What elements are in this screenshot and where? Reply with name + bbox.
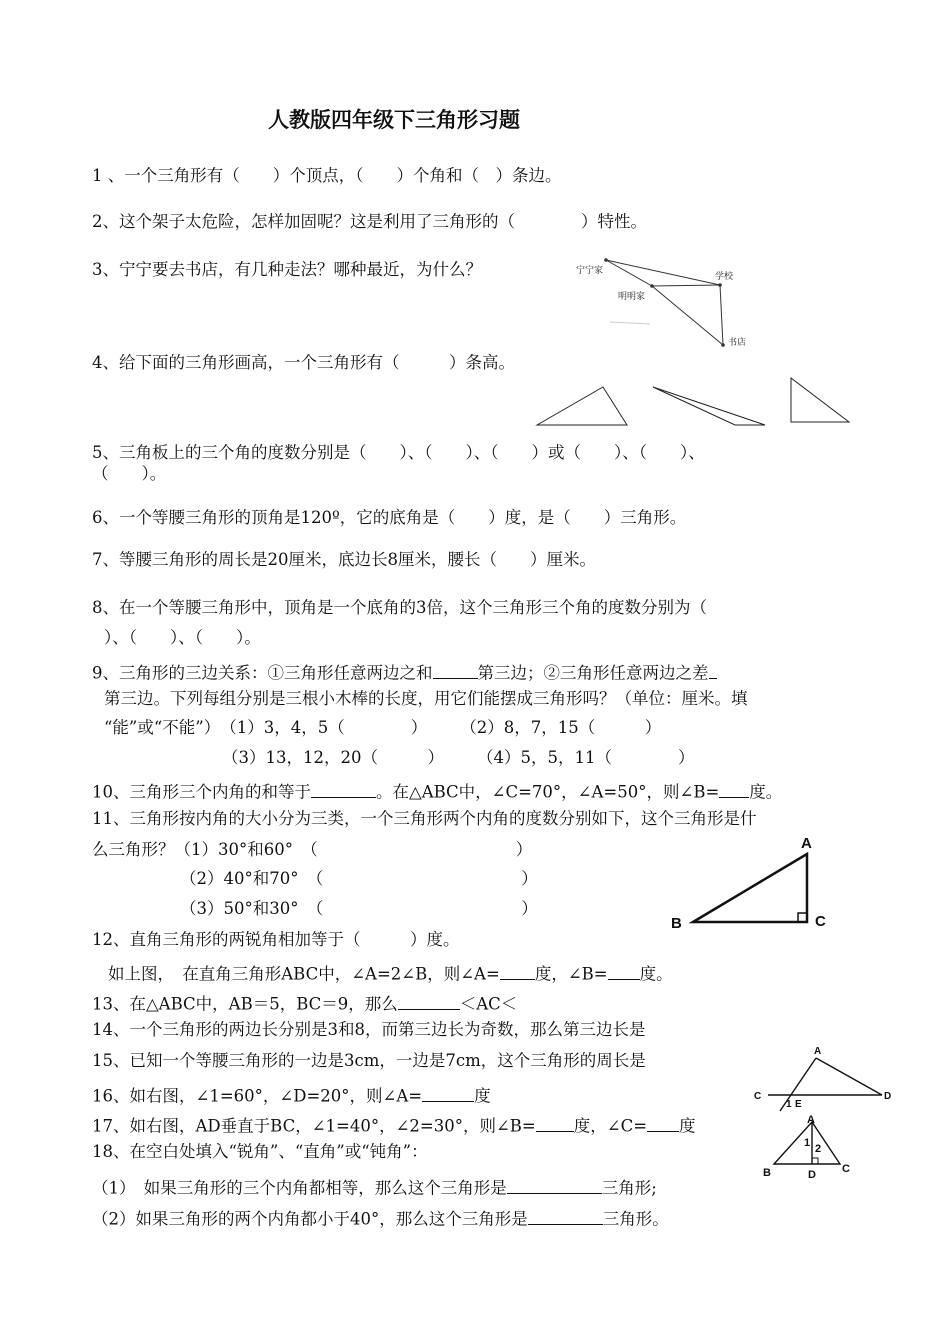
question-18-item-1: （1） 如果三角形的三个内角都相等，那么这个三角形是 三角形; xyxy=(92,1176,657,1197)
question-18: 18、在空白处填入“锐角”、“直角”或“钝角”： xyxy=(92,1142,428,1161)
fig16-label-1: 1 xyxy=(786,1099,792,1110)
question-14: 14、一个三角形的两边长分别是3和8，而第三边长为奇数，那么第三边长是 xyxy=(92,1020,646,1039)
fig16-label-c: C xyxy=(754,1091,762,1102)
fig17-label-d: D xyxy=(808,1169,816,1181)
question-9: 9、三角形的三边关系：①三角形任意两边之和 第三边；②三角形任意两边之差 xyxy=(92,661,717,682)
question-5: 5、三角板上的三个角的度数分别是（ ）、（ ）、（ ）或（ ）、（ ）、 xyxy=(92,443,705,462)
fig16-label-a: A xyxy=(814,1046,822,1057)
route-map-figure xyxy=(570,250,760,355)
figure-question-16 xyxy=(752,1043,897,1113)
question-6: 6、一个等腰三角形的顶角是120º，它的底角是（ ）度，是（ ）三角形。 xyxy=(92,508,687,527)
question-12-continued: 如上图， 在直角三角形ABC中，∠A=2∠B，则∠A= 度，∠B= 度。 xyxy=(108,962,673,983)
map-label-mingming-home: 明明家 xyxy=(618,292,646,302)
fig17-label-c: C xyxy=(842,1163,850,1175)
question-18-item-2: （2）如果三角形的两个内角都小于40°，那么这个三角形是 三角形。 xyxy=(92,1207,669,1228)
map-label-school: 学校 xyxy=(715,272,734,282)
question-10: 10、三角形三个内角的和等于 。在△ABC中，∠C=70°，∠A=50°，则∠B= 度。 xyxy=(92,780,782,801)
question-9-items-1-2: “能”或“不能”） （1）3，4，5（ ） （2）8，7，15（ ） xyxy=(104,718,662,737)
map-label-ningning-home: 宁宁家 xyxy=(576,266,604,276)
question-8: 8、在一个等腰三角形中，顶角是一个底角的3倍，这个三角形三个角的度数分别为（ xyxy=(92,598,707,617)
map-label-bookstore: 书店 xyxy=(728,338,747,348)
page-title: 人教版四年级下三角形习题 xyxy=(268,107,520,132)
fig17-label-2: 2 xyxy=(815,1143,822,1155)
question-4: 4、给下面的三角形画高，一个三角形有（ ）条高。 xyxy=(92,353,515,372)
question-3: 3、宁宁要去书店，有几种走法？哪种最近，为什么？ xyxy=(92,260,482,279)
question-11: 11、三角形按内角的大小分为三类，一个三角形两个内角的度数分别如下，这个三角形是什 xyxy=(92,809,757,828)
question-1: 1 、一个三角形有（ ）个顶点，（ ）个角和（ ）条边。 xyxy=(92,166,562,185)
fig-abc-label-c: C xyxy=(815,913,826,930)
question-15: 15、已知一个等腰三角形的一边是3cm，一边是7cm，这个三角形的周长是 xyxy=(92,1051,646,1070)
question-12: 12、直角三角形的两锐角相加等于（ ）度。 xyxy=(92,930,460,949)
question-9-continued: 第三边。下列每组分别是三根小木棒的长度，用它们能摆成三角形吗？（单位：厘米。填 xyxy=(104,689,748,708)
fig16-label-e: E xyxy=(795,1099,802,1110)
question-7: 7、等腰三角形的周长是20厘米，底边长8厘米，腰长（ ）厘米。 xyxy=(92,550,596,569)
right-triangle-abc-figure xyxy=(665,832,845,932)
fig17-label-b: B xyxy=(763,1167,771,1179)
figure-question-17 xyxy=(760,1112,860,1182)
question-11-item-1: 么三角形？（1）30°和60° （ ） xyxy=(92,840,533,859)
question-16: 16、如右图，∠1=60°，∠D=20°，则∠A= 度 xyxy=(92,1084,491,1105)
question-13: 13、在△ABC中，AB＝5，BC＝9，那么 ＜AC＜ xyxy=(92,992,517,1013)
fig17-label-a: A xyxy=(807,1114,815,1126)
fig16-label-d: D xyxy=(884,1091,892,1102)
fig-abc-label-b: B xyxy=(671,915,682,932)
fig17-label-1: 1 xyxy=(804,1137,811,1149)
question-9-items-3-4: （3）13，12，20（ ） （4）5，5，11（ ） xyxy=(222,748,695,767)
question-11-item-3: （3）50°和30° （ ） xyxy=(180,899,538,918)
question-8-continued: ）、（ ）、（ ）。 xyxy=(104,628,261,647)
question-17: 17、如右图，AD垂直于BC，∠1=40°，∠2=30°，则∠B= 度，∠C= 度 xyxy=(92,1114,696,1135)
fig-abc-label-a: A xyxy=(801,835,812,852)
question-5-continued: （ ）。 xyxy=(92,464,167,483)
question-11-item-2: （2）40°和70° （ ） xyxy=(180,869,538,888)
question-2: 2、这个架子太危险，怎样加固呢？这是利用了三角形的（ ）特性。 xyxy=(92,212,647,231)
three-triangles-figure xyxy=(535,375,855,430)
